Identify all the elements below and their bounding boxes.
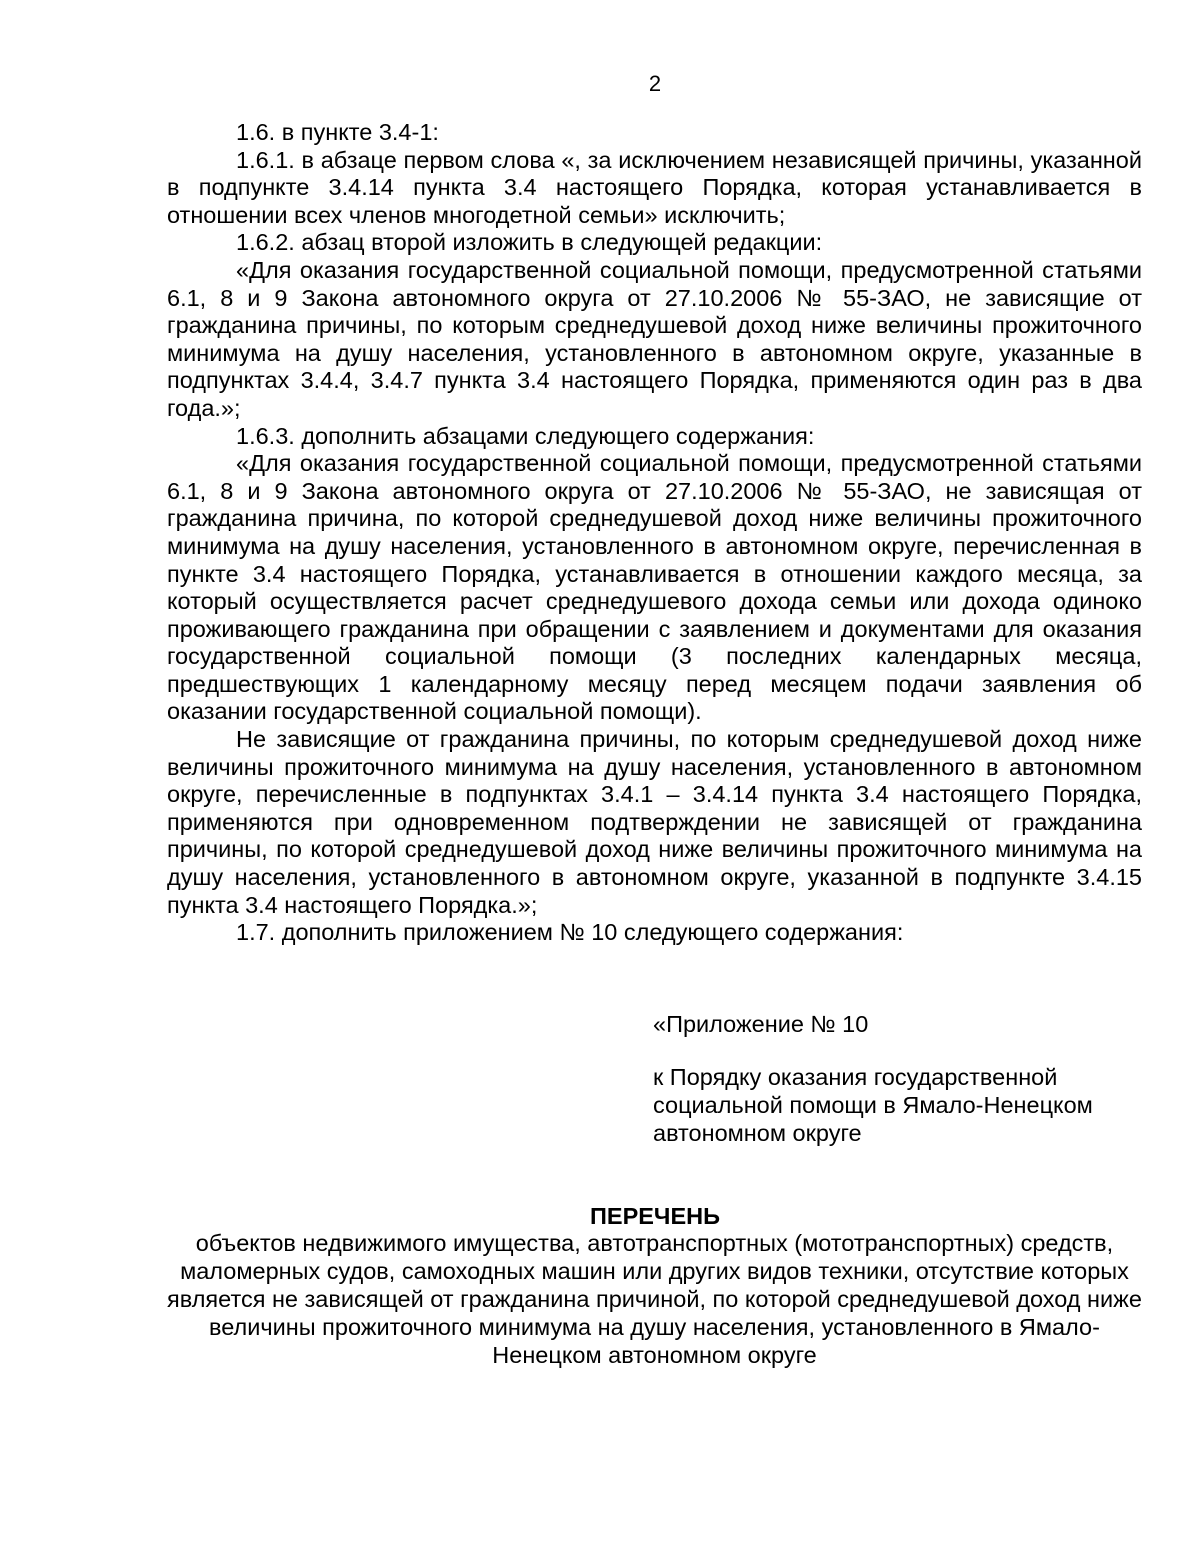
- paragraph-1-6-2: 1.6.2. абзац второй изложить в следующей редакции:: [236, 229, 823, 256]
- paragraph-quote-2: «Для оказания государственной социальной помощи, предусмотренной статьями 6.1, 8 и 9 Закона автономного округа от 27.10.2006 № 55-ЗАО, не зависящая от гражданина причина, по которой среднедушевой доход ниже величины прожиточного минимума на душу населения, установленного в автономном округе, перечисленная в пункте 3.4 настоящего Порядка, устанавливается в отношении каждого месяца, за который осуществляется расчет среднедушевого дохода семьи или дохода одиноко проживающего гражданина при обращении с заявлением и документами для оказания государственной социальной помощи (3 последних календарных месяца, предшествующих 1 календарному месяцу перед месяцем подачи заявления об оказании государственной социальной помощи).: [167, 450, 1142, 725]
- page-number: 2: [648, 71, 662, 96]
- paragraph-quote-3: Не зависящие от гражданина причины, по которым среднедушевой доход ниже величины прожиточного минимума на душу населения, установленного в автономном округе, перечисленные в подпунктах 3.4.1 – 3.4.14 пункта 3.4 настоящего Порядка, применяются при одновременном подтверждении не зависящей от гражданина причины, по которой среднедушевой доход ниже величины прожиточного минимума на душу населения, установленного в автономном округе, указанной в подпункте 3.4.15 пункта 3.4 настоящего Порядка.»;: [167, 726, 1142, 918]
- paragraph-1-6: 1.6. в пункте 3.4-1:: [236, 119, 439, 145]
- paragraph-quote-1: «Для оказания государственной социальной помощи, предусмотренной статьями 6.1, 8 и 9 Закона автономного округа от 27.10.2006 № 55-ЗАО, не зависящие от гражданина причины, по которым среднедушевой доход ниже величины прожиточного минимума на душу населения, установленного в автономном округе, указанные в подпунктах 3.4.4, 3.4.7 пункта 3.4 настоящего Порядка, применяются один раз в два года.»;: [167, 256, 1142, 421]
- list-title: ПЕРЕЧЕНЬ: [590, 1203, 720, 1229]
- paragraph-1-7: 1.7. дополнить приложением № 10 следующего содержания:: [236, 919, 904, 946]
- appendix-heading: «Приложение № 10: [653, 1011, 869, 1037]
- paragraph-1-6-3: 1.6.3. дополнить абзацами следующего содержания:: [236, 422, 815, 449]
- appendix-reference: к Порядку оказания государственной социальной помощи в Ямало-Ненецком автономном округе: [653, 1064, 1093, 1146]
- list-subtitle: объектов недвижимого имущества, автотранспортных (мототранспортных) средств, маломерных судов, самоходных машин или других видов техники, отсутствие которых является не зависящей от гражданина причиной, по которой среднедушевой доход ниже величины прожиточного минимума на душу населения, установленного в Ямало-Ненецком автономном округе: [167, 1230, 1142, 1368]
- body-text: [167, 119, 1142, 947]
- paragraph-1-6-1: 1.6.1. в абзаце первом слова «, за исключением независящей причины, указанной в подпункте 3.4.14 пункта 3.4 настоящего Порядка, которая устанавливается в отношении всех членов многодетной семьи» исключить;: [167, 146, 1142, 228]
